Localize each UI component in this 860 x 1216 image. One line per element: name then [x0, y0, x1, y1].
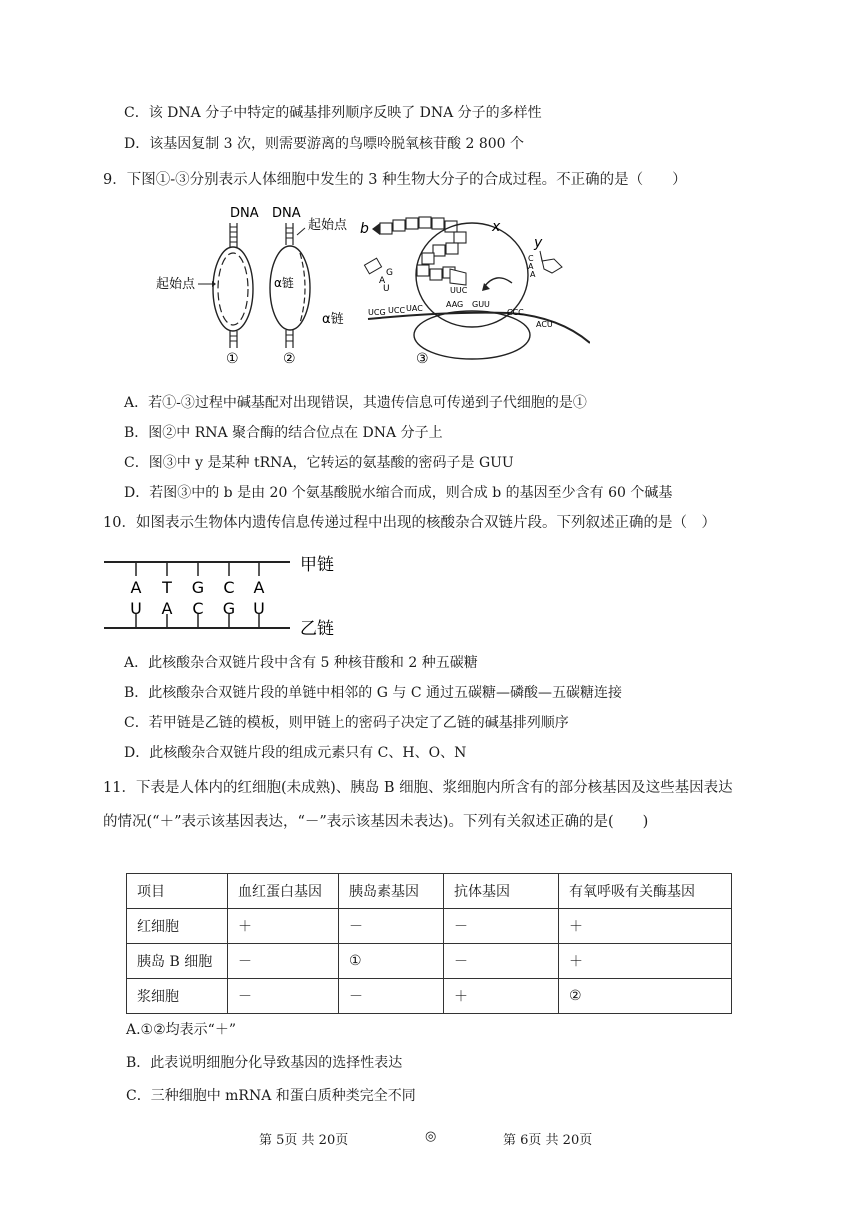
table-cell: － — [339, 979, 444, 1014]
chain-yi-label: 乙链 — [300, 619, 334, 639]
dna-label-2: DNA — [272, 206, 301, 221]
q9-stem: 9．下图①-③分别表示人体细胞中发生的 3 种生物大分子的合成过程。不正确的是（ ） — [103, 172, 687, 188]
svg-text:A: A — [530, 270, 536, 279]
q9-option-a: A．若①-③过程中碱基配对出现错误，其遗传信息可传递到子代细胞的是① — [124, 395, 587, 411]
trna-left — [364, 258, 393, 294]
table-header-cell: 抗体基因 — [444, 874, 559, 909]
table-cell: ＋ — [559, 944, 732, 979]
chain-b-label: b — [360, 221, 369, 237]
q10-figure — [100, 548, 360, 642]
q11-option-a: A.①②均表示“＋” — [126, 1022, 236, 1038]
q8-option-c: C．该 DNA 分子中特定的碱基排列顺序反映了 DNA 分子的多样性 — [124, 105, 542, 121]
table-cell: － — [444, 944, 559, 979]
bottom-base-2: A — [161, 599, 173, 618]
top-base-4: C — [223, 578, 235, 597]
gene-expression-table — [126, 873, 732, 1014]
q10-option-a: A．此核酸杂合双链片段中含有 5 种核苷酸和 2 种五碳糖 — [124, 655, 478, 671]
bottom-base-4: G — [222, 599, 236, 618]
table-cell: － — [228, 944, 339, 979]
origin-label-left: 起始点 — [156, 277, 196, 292]
codon-4: AAG — [446, 300, 464, 309]
figure-3-translation — [322, 217, 590, 367]
table-cell: － — [444, 909, 559, 944]
table-row — [127, 979, 732, 1014]
footer-page-left: 第 5页 共 20页 — [259, 1133, 349, 1148]
q8-option-d: D．该基因复制 3 次，则需要游离的鸟嘌呤脱氧核苷酸 2 800 个 — [124, 136, 525, 152]
q10-option-b: B．此核酸杂合双链片段的单链中相邻的 G 与 C 通过五碳糖—磷酸—五碳糖连接 — [124, 685, 622, 701]
codon-1: UCG — [368, 308, 386, 317]
svg-text:A: A — [528, 262, 534, 271]
table-header-cell: 有氧呼吸有关酶基因 — [559, 874, 732, 909]
svg-text:U: U — [383, 284, 390, 294]
figure-number-3: ③ — [416, 351, 429, 367]
svg-text:G: G — [386, 268, 393, 278]
table-cell: ＋ — [228, 909, 339, 944]
figure-2-transcription — [270, 206, 348, 367]
figure-number-2: ② — [283, 351, 296, 367]
top-base-2: T — [162, 578, 172, 597]
q11-stem-line2: 的情况(“＋”表示该基因表达，“－”表示该基因未表达)。下列有关叙述正确的是( ) — [103, 814, 649, 830]
q10-stem: 10．如图表示生物体内遗传信息传递过程中出现的核酸杂合双链片段。下列叙述正确的是（ ） — [103, 515, 716, 531]
codon-5: GUU — [472, 300, 490, 309]
codon-7: ACU — [536, 320, 553, 329]
table-cell: ＋ — [559, 909, 732, 944]
table-cell: － — [339, 909, 444, 944]
origin-label-right: 起始点 — [308, 218, 348, 233]
bottom-base-1: U — [130, 599, 142, 618]
table-header-cell: 胰岛素基因 — [339, 874, 444, 909]
q11-stem-line1: 11．下表是人体内的红细胞(未成熟)、胰岛 B 细胞、浆细胞内所含有的部分核基因及这些基因表达 — [103, 780, 733, 796]
trna-y — [528, 235, 562, 279]
ribosome-x-label: x — [492, 219, 501, 235]
q11-option-c: C．三种细胞中 mRNA 和蛋白质种类完全不同 — [126, 1088, 416, 1104]
codon-3: UAC — [406, 304, 423, 313]
table-cell: ＋ — [444, 979, 559, 1014]
table-cell: ② — [559, 979, 732, 1014]
table-row — [127, 944, 732, 979]
q9-option-b: B．图②中 RNA 聚合酶的结合位点在 DNA 分子上 — [124, 425, 443, 441]
anticodon-uuc: UUC — [450, 286, 468, 295]
codon-2: UCC — [388, 306, 406, 315]
q9-option-c: C．图③中 y 是某种 tRNA，它转运的氨基酸的密码子是 GUU — [124, 455, 514, 471]
trna-y-label: y — [534, 235, 543, 251]
top-base-3: G — [191, 578, 205, 597]
bottom-base-3: C — [192, 599, 204, 618]
table-cell: 浆细胞 — [127, 979, 228, 1014]
q9-option-d: D．若图③中的 b 是由 20 个氨基酸脱水缩合而成，则合成 b 的基因至少含有 60 个碱基 — [124, 485, 673, 501]
figure-1-replication — [156, 206, 259, 367]
top-base-5: A — [253, 578, 265, 597]
table-cell: 胰岛 B 细胞 — [127, 944, 228, 979]
table-header-row — [127, 874, 732, 909]
table-row — [127, 909, 732, 944]
alpha-label-inner: α链 — [274, 276, 294, 290]
figure-number-1: ① — [226, 351, 239, 367]
footer-page-right: 第 6页 共 20页 — [503, 1133, 593, 1148]
dna-label-1: DNA — [230, 206, 259, 221]
table-cell: 红细胞 — [127, 909, 228, 944]
svg-text:A: A — [379, 276, 386, 286]
alpha-chain-label: α链 — [322, 312, 344, 327]
bottom-base-5: U — [253, 599, 265, 618]
q11-option-b: B．此表说明细胞分化导致基因的选择性表达 — [126, 1055, 403, 1071]
table-cell: ① — [339, 944, 444, 979]
chain-jia-label: 甲链 — [300, 555, 334, 575]
top-base-1: A — [130, 578, 142, 597]
codon-6: CCC — [507, 308, 524, 317]
svg-text:C: C — [528, 254, 534, 263]
table-cell: － — [228, 979, 339, 1014]
q10-option-c: C．若甲链是乙链的模板，则甲链上的密码子决定了乙链的碱基排列顺序 — [124, 715, 569, 731]
footer-divider-icon: ◎ — [425, 1129, 437, 1144]
q10-option-d: D．此核酸杂合双链片段的组成元素只有 C、H、O、N — [124, 745, 467, 761]
table-header-cell: 血红蛋白基因 — [228, 874, 339, 909]
table-header-cell: 项目 — [127, 874, 228, 909]
q9-figure — [150, 203, 590, 368]
